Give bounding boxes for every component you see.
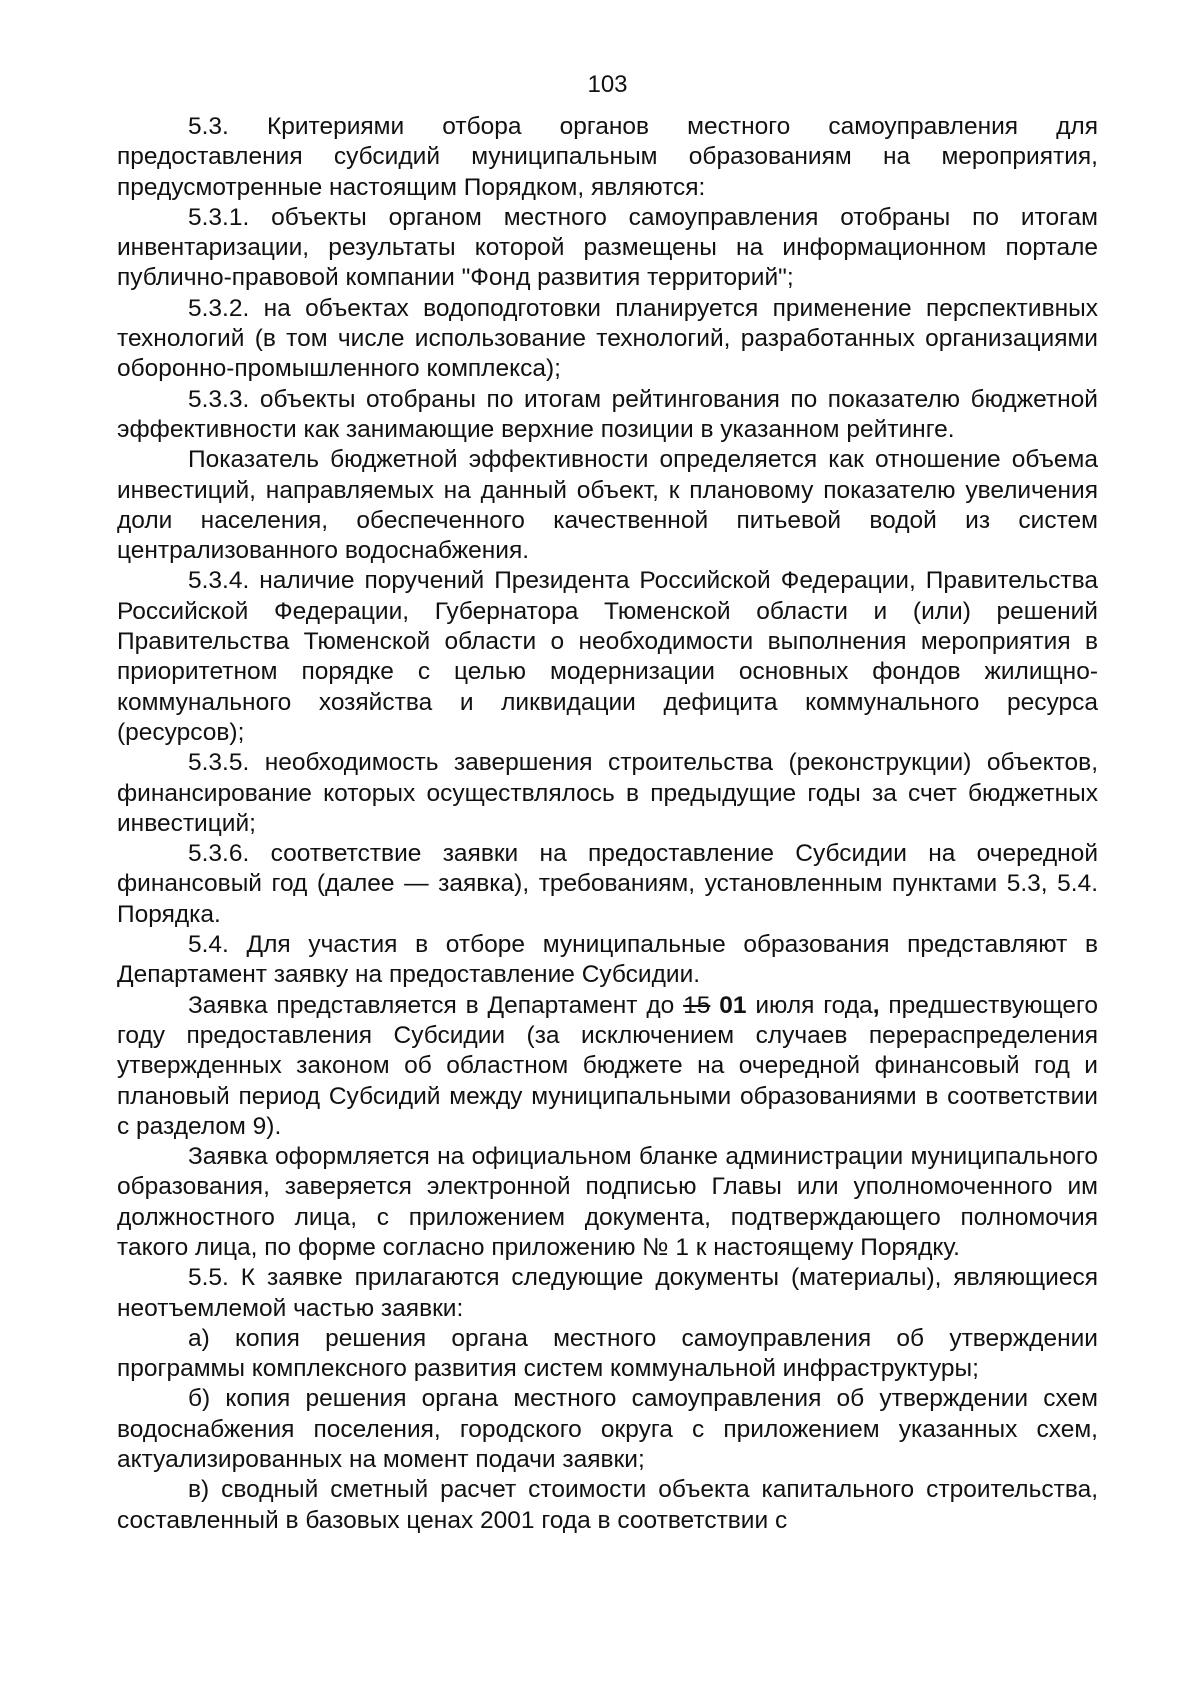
- paragraph-5-3-4: 5.3.4. наличие поручений Президента Российской Федерации, Правительства Российской Федерации, Губернатора Тюменской области и (или) решений Правительства Тюменской области о необходимости выполнения мероприятия в приоритетном порядке с целью модернизации основных фондов жилищно-коммунального хозяйства и ликвидации дефицита коммунального ресурса (ресурсов);: [117, 567, 1098, 746]
- deadline-text-before: Заявка представляется в Департамент до: [188, 991, 684, 1019]
- deadline-text-rest: предшествующего году предоставления Субсидии (за исключением случаев перераспределения утвержденных законом об областном бюджете на очередной финансовый год и плановый период Субсидий между муниципальными образованиями в соответствии с разделом 9).: [117, 991, 1099, 1140]
- paragraph-5-3-3: 5.3.3. объекты отобраны по итогам рейтингования по показателю бюджетной эффективности как занимающие верхние позиции в указанном рейтинге.: [117, 385, 1098, 443]
- document-page: [117, 68, 1098, 1536]
- deadline-month: июля года: [746, 991, 873, 1019]
- struck-old-day: 15: [683, 991, 711, 1019]
- paragraph-item-b: б) копия решения органа местного самоуправления об утверждении схем водоснабжения поселения, городского округа с приложением указанных схем, актуализированных на момент подачи заявки;: [117, 1385, 1098, 1474]
- paragraph-application-form: Заявка оформляется на официальном бланке администрации муниципального образования, заверяется электронной подписью Главы или уполномоченного им должностного лица, с приложением документа, подтверждающего полномочия такого лица, по форме согласно приложению № 1 к настоящему Порядку.: [117, 1143, 1098, 1261]
- paragraph-5-4: 5.4. Для участия в отборе муниципальные образования представляют в Департамент заявку на предоставление Субсидии.: [117, 931, 1098, 989]
- paragraph-5-5: 5.5. К заявке прилагаются следующие документы (материалы), являющиеся неотъемлемой частью заявки:: [117, 1264, 1098, 1322]
- paragraph-5-3: 5.3. Критериями отбора органов местного самоуправления для предоставления субсидий муниципальным образованиям на мероприятия, предусмотренные настоящим Порядком, являются:: [117, 113, 1098, 201]
- paragraph-5-3-2: 5.3.2. на объектах водоподготовки планируется применение перспективных технологий (в том числе использование технологий, разработанных организациями оборонно-промышленного комплекса);: [117, 294, 1098, 383]
- paragraph-5-3-6: 5.3.6. соответствие заявки на предоставление Субсидии на очередной финансовый год (далее — заявка), требованиям, установленным пунктами 5.3, 5.4. Порядка.: [117, 840, 1098, 928]
- paragraph-5-3-1: 5.3.1. объекты органом местного самоуправления отобраны по итогам инвентаризации, результаты которой размещены на информационном портале публично-правовой компании "Фонд развития территорий";: [117, 203, 1098, 292]
- paragraph-item-a: а) копия решения органа местного самоуправления об утверждении программы комплексного развития систем коммунальной инфраструктуры;: [117, 1324, 1098, 1383]
- paragraph-deadline: [117, 991, 1098, 1142]
- deadline-bold-comma: ,: [872, 991, 880, 1019]
- paragraph-item-v: в) сводный сметный расчет стоимости объекта капитального строительства, составленный в базовых ценах 2001 года в соответствии с: [117, 1476, 1098, 1534]
- paragraph-efficiency-indicator: Показатель бюджетной эффективности определяется как отношение объема инвестиций, направляемых на данный объект, к плановому показателю увеличения доли населения, обеспеченного качественной питьевой водой из систем централизованного водоснабжения.: [117, 446, 1098, 565]
- paragraph-5-3-5: 5.3.5. необходимость завершения строительства (реконструкции) объектов, финансирование которых осуществлялось в предыдущие годы за счет бюджетных инвестиций;: [117, 749, 1098, 837]
- page-number: 103: [587, 71, 628, 98]
- new-deadline-day: 01: [719, 991, 747, 1019]
